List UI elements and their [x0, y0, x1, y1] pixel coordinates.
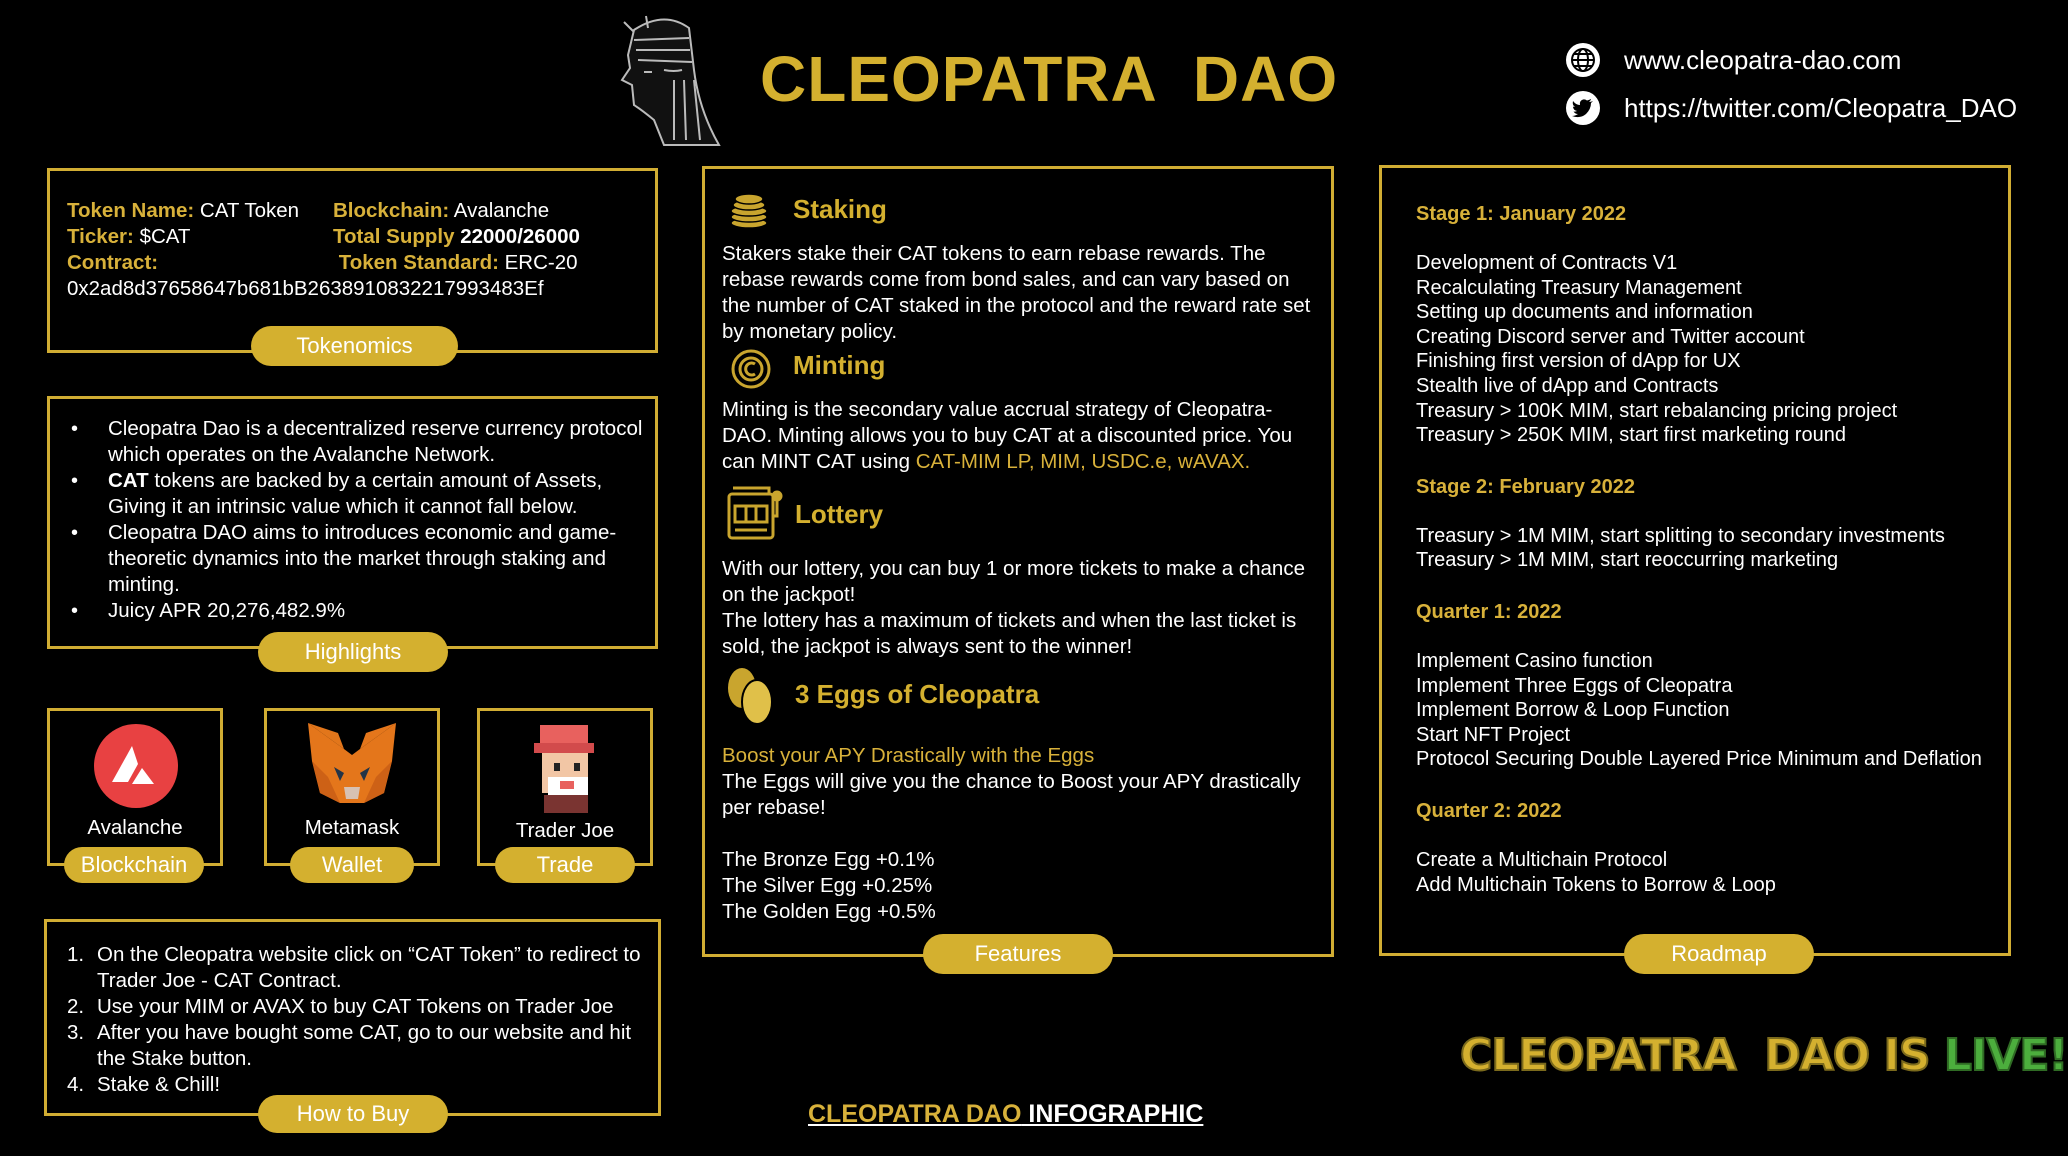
- stage-title: Quarter 2: 2022: [1416, 799, 1562, 822]
- minting-body: [722, 397, 1322, 475]
- golden-eggs-icon: [725, 664, 775, 733]
- roadmap-stage-1: [1416, 201, 2006, 448]
- metamask-card[interactable]: [264, 708, 440, 866]
- highlight-text: tokens are backed by a certain amount of Assets, Giving it an intrinsic value which it cannot fall below.: [108, 469, 603, 518]
- trader-joe-icon: [530, 723, 602, 820]
- roadmap-item: Stealth live of dApp and Contracts: [1416, 374, 1719, 397]
- features-panel: [702, 166, 1334, 957]
- tokenomics-tag: Tokenomics: [251, 326, 458, 366]
- list-item: [67, 942, 657, 994]
- roadmap-item: Create a Multichain Protocol: [1416, 848, 1668, 871]
- roadmap-item: Development of Contracts V1: [1416, 252, 1678, 274]
- twitter-url: https://twitter.com/Cleopatra_DAO: [1624, 92, 2018, 123]
- roadmap-item: Treasury > 250K MIM, start first marketing round: [1416, 424, 1846, 447]
- lottery-text: The lottery has a maximum of tickets and when the last ticket is sold, the jackpot is always sent to the winner!: [722, 609, 1297, 658]
- cat-bold: CAT: [108, 469, 149, 492]
- traderjoe-label: Trader Joe: [515, 819, 615, 842]
- how-to-buy-tag: How to Buy: [258, 1095, 448, 1133]
- step-text: On the Cleopatra website click on “CAT Token” to redirect to Trader Joe - CAT Contract.: [97, 943, 641, 992]
- eggs-body: [722, 743, 1322, 925]
- list-item: [108, 468, 648, 520]
- roadmap-item: Treasury > 100K MIM, start rebalancing pricing project: [1416, 399, 1898, 422]
- infographic-caption: [808, 1100, 1203, 1129]
- metamask-label: Metamask: [304, 816, 400, 839]
- roadmap-item: Finishing first version of dApp for UX: [1416, 350, 1741, 373]
- lottery-text: With our lottery, you can buy 1 or more tickets to make a chance on the jackpot!: [722, 557, 1305, 606]
- contract-label: Contract:: [67, 251, 159, 274]
- eggs-subtitle: Boost your APY Drastically with the Eggs: [722, 744, 1095, 767]
- stage-title: Stage 2: February 2022: [1416, 475, 1635, 498]
- twitter-icon: [1566, 91, 1600, 125]
- roadmap-item: Treasury > 1M MIM, start reoccurring marketing: [1416, 549, 1839, 572]
- step-number: 1.: [67, 943, 85, 966]
- metamask-fox-icon: [304, 721, 400, 812]
- twitter-link[interactable]: [1566, 91, 2017, 125]
- roadmap-item: Add Multichain Tokens to Borrow & Loop: [1416, 873, 1776, 896]
- page-title: CLEOPATRA DAO: [760, 43, 1339, 115]
- stage-title: Quarter 1: 2022: [1416, 600, 1562, 623]
- cleopatra-logo-icon: [604, 10, 724, 155]
- ticker-label: Ticker:: [67, 225, 134, 248]
- blockchain-value: Avalanche: [453, 199, 550, 222]
- step-text: Use your MIM or AVAX to buy CAT Tokens on Trader Joe: [97, 995, 614, 1018]
- staking-body: Stakers stake their CAT tokens to earn rebase rewards. The rebase rewards come from bond sales, and can vary based on the number of CAT staked in the protocol and the reward rate set by monetary policy.: [722, 242, 1311, 343]
- roadmap-item: Implement Casino function: [1416, 649, 1653, 672]
- roadmap-item: Implement Borrow & Loop Function: [1416, 699, 1730, 722]
- website-link[interactable]: [1566, 43, 1901, 77]
- roadmap-item: Creating Discord server and Twitter account: [1416, 325, 1805, 348]
- trade-tag: Trade: [495, 847, 635, 883]
- avalanche-icon: [94, 724, 178, 813]
- standard-value: ERC-20: [504, 251, 578, 274]
- live-banner: [1460, 1030, 2068, 1081]
- list-item: [67, 994, 657, 1020]
- lottery-title: Lottery: [795, 499, 884, 529]
- roadmap-quarter-1: [1416, 599, 2006, 772]
- avalanche-card[interactable]: [47, 708, 223, 866]
- highlights-tag: Highlights: [258, 632, 448, 672]
- list-item: • Juicy APR 20,276,482.9%: [108, 598, 648, 624]
- roadmap-quarter-2: [1416, 798, 2006, 897]
- eggs-text: The Eggs will give you the chance to Boost your APY drastically per rebase!: [722, 770, 1301, 819]
- avalanche-label: Avalanche: [87, 816, 183, 839]
- infographic-word: INFOGRAPHIC: [1021, 1100, 1204, 1128]
- supply-label: Total Supply: [333, 225, 455, 248]
- step-number: 4.: [67, 1073, 85, 1096]
- mint-coin-icon: [731, 349, 771, 394]
- egg-bronze: The Bronze Egg +0.1%: [722, 848, 935, 871]
- minting-text: Minting is the secondary value accrual strategy of Cleopatra-DAO. Minting allows you to buy CAT at a discounted price. You can MINT CAT using: [722, 398, 1293, 473]
- step-number: 2.: [67, 995, 85, 1018]
- ticker-value: $CAT: [139, 225, 191, 248]
- roadmap-panel: [1379, 165, 2011, 956]
- live-banner-highlight: LIVE!: [1943, 1030, 2068, 1081]
- stage-title: Stage 1: January 2022: [1416, 203, 1627, 225]
- slot-machine-icon: [725, 484, 785, 547]
- minting-title: Minting: [793, 350, 886, 380]
- roadmap-item: Protocol Securing Double Layered Price Minimum and Deflation: [1416, 748, 1982, 771]
- website-url: www.cleopatra-dao.com: [1624, 44, 1902, 75]
- egg-golden: The Golden Egg +0.5%: [722, 900, 936, 923]
- token-name: CAT Token: [199, 199, 300, 222]
- roadmap-tag: Roadmap: [1624, 934, 1814, 974]
- staking-title: Staking: [793, 194, 887, 224]
- list-item: • Cleopatra DAO aims to introduces economic and game-theoretic dynamics into the market through staking and minting.: [108, 520, 648, 598]
- globe-icon: [1566, 43, 1600, 77]
- features-tag: Features: [923, 934, 1113, 974]
- roadmap-stage-2: [1416, 474, 2006, 573]
- coins-icon: [727, 193, 771, 234]
- lottery-body: [722, 556, 1322, 660]
- highlights-panel: [47, 396, 658, 649]
- token-name-label: Token Name:: [67, 199, 195, 222]
- wallet-tag: Wallet: [290, 847, 414, 883]
- egg-silver: The Silver Egg +0.25%: [722, 874, 933, 897]
- roadmap-item: Setting up documents and information: [1416, 301, 1753, 324]
- infographic-brand: CLEOPATRA DAO: [808, 1100, 1022, 1128]
- step-text: Stake & Chill!: [97, 1073, 221, 1096]
- eggs-title: 3 Eggs of Cleopatra: [795, 679, 1040, 709]
- live-banner-text: CLEOPATRA DAO IS: [1460, 1030, 1944, 1081]
- minting-assets: CAT-MIM LP, MIM, USDC.e, wAVAX.: [915, 450, 1251, 473]
- roadmap-item: Start NFT Project: [1416, 723, 1571, 746]
- list-item: • Cleopatra Dao is a decentralized reserve currency protocol which operates on the Avalanche Network.: [108, 416, 648, 468]
- blockchain-label: Blockchain:: [333, 199, 450, 222]
- standard-label: Token Standard:: [338, 251, 499, 274]
- contract-address: 0x2ad8d37658647b681bB2638910832217993483Ef: [67, 277, 544, 300]
- roadmap-item: Implement Three Eggs of Cleopatra: [1416, 674, 1733, 697]
- blockchain-tag: Blockchain: [64, 847, 204, 883]
- roadmap-item: Recalculating Treasury Management: [1416, 276, 1742, 299]
- how-to-buy-panel: [44, 919, 661, 1116]
- list-item: [67, 1020, 657, 1072]
- step-text: After you have bought some CAT, go to our website and hit the Stake button.: [97, 1021, 632, 1070]
- step-number: 3.: [67, 1021, 85, 1044]
- traderjoe-card[interactable]: [477, 708, 653, 866]
- roadmap-item: Treasury > 1M MIM, start splitting to secondary investments: [1416, 524, 1945, 547]
- supply-value: 22000/26000: [460, 225, 580, 248]
